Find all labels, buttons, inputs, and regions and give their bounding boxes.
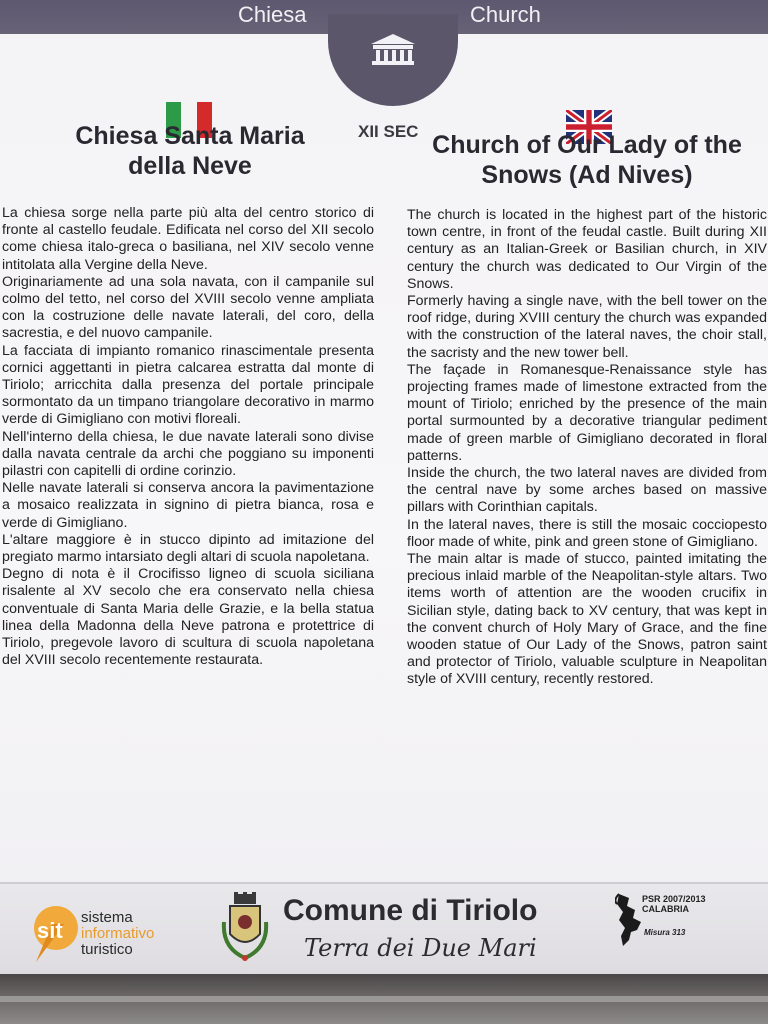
english-paragraph: The church is located in the highest part of the historic town centre, in front of the feudal castle. Built during XII century as an Italian-Greek or Basilian church, in XIV century the church was dedicated to Our Virgin of the Snows.	[407, 207, 767, 292]
title-italian-line2: della Neve	[128, 152, 252, 180]
english-paragraph: Formerly having a single nave, with the bell tower on the roof ridge, during XVIII century the church was expanded with the construction of the lateral naves, the choir stall, the sacristy and the new tower bell.	[407, 293, 767, 361]
comune-motto: Terra dei Due Mari	[304, 934, 537, 962]
header-label-it: Chiesa	[238, 2, 307, 27]
english-paragraph: Inside the church, the two lateral naves are divided from the central nave by some arches based on massive pillars with Corinthian capitals.	[407, 465, 767, 516]
title-italian-line1: Chiesa Santa Maria	[75, 122, 305, 150]
sit-line3: turistico	[81, 941, 133, 958]
psr-line1: PSR 2007/2013	[642, 894, 706, 904]
sit-logo-icon	[30, 904, 80, 964]
italian-paragraph: La facciata di impianto romanico rinascimentale presenta cornici aggettanti in pietra calcarea estratta dal monte di Tiriolo; arricchita dalla presenza del portale principale sormontato da un timpano triangolare decorativo in marmo verde di Gimigliano con motivi floreali.	[2, 342, 374, 428]
comune-name: Comune di Tiriolo	[283, 894, 538, 927]
italian-paragraph: Degno di nota è il Crocifisso ligneo di scuola siciliana risalente al XV secolo che era conservato nella chiesa conventuale di Santa Maria delle Grazie, e la bella statua linea della Madonna della Neve patrona e protettrice di Tiriolo, pregevole lavoro di scultura di scuola napoletana del XVIII secolo recentemente restaurata.	[2, 566, 374, 669]
bottom-frame	[0, 974, 768, 1024]
english-body	[407, 207, 767, 689]
tiriolo-crest-icon	[220, 892, 270, 964]
calabria-map-icon	[615, 892, 645, 948]
english-paragraph: The façade in Romanesque-Renaissance style has projecting frames made of limestone extracted from the mount of Tiriolo; enriched by the presence of the main portal surmounted by a decorative triangular pediment made of green marble of Gimigliano decorated in floral patterns.	[407, 361, 767, 464]
italian-paragraph: La chiesa sorge nella parte più alta del centro storico di fronte al castello feudale. Edificata nel corso del XII secolo come chiesa italo-greca o basiliana, nel XIV secolo venne intitolata alla Vergine della Neve.	[2, 205, 374, 273]
title-english-line2: Snows (Ad Nives)	[481, 161, 693, 189]
italian-paragraph: Nelle navate laterali si conserva ancora la pavimentazione a mosaico realizzata in signino di pietra bianca, rosa e verde di Gimigliano.	[2, 480, 374, 531]
church-building-icon	[368, 32, 418, 66]
medallion	[328, 14, 458, 106]
sit-caption	[81, 910, 154, 958]
italian-paragraph: L'altare maggiore è in stucco dipinto ad imitazione del pregiato marmo intarsiato degli altari di scuola napoletana.	[2, 531, 374, 566]
sit-line2: informativo	[81, 925, 155, 942]
title-english	[412, 130, 762, 190]
frame-rail	[0, 996, 768, 1002]
italian-paragraph: Originariamente ad una sola navata, con il campanile sul colmo del tetto, nel corso del XVIII secolo venne ampliata con la costruzione delle navate laterali, del coro, della sacrestia, e del nuovo campanile.	[2, 273, 374, 342]
psr-label	[642, 894, 706, 914]
sit-line1: sistema	[81, 909, 133, 926]
italian-body	[2, 205, 374, 669]
header-label-en: Church	[470, 2, 541, 27]
italian-paragraph: Nell'interno della chiesa, le due navate laterali sono divise dalla navata centrale da archi che poggiano su imponenti pilastri con capitelli di ordine corinzio.	[2, 428, 374, 480]
english-paragraph: The main altar is made of stucco, painted imitating the precious inlaid marble of the Neapolitan-style altars. Two items worth of attention are the wooden crucifix in Sicilian style, dating back to XV century, that was kept in the convent church of Holy Mary of Grace, and the fine wooden statue of Our Lady of the Snows, patron saint and protector of Tiriolo, valuable sculpture in Neapolitan style of XVIII century, recently restored.	[407, 551, 767, 688]
century-label: XII SEC	[358, 122, 419, 141]
english-paragraph: In the lateral naves, there is still the mosaic cocciopesto floor made of white, pink and green stone of Gimigliano.	[407, 516, 767, 550]
footer-band	[0, 882, 768, 976]
title-italian	[40, 121, 340, 181]
misura-label: Misura 313	[644, 928, 686, 937]
title-english-line1: Church of Our Lady of the	[432, 131, 742, 159]
psr-line2: CALABRIA	[642, 904, 689, 914]
svg-text:sit: sit	[37, 918, 63, 943]
